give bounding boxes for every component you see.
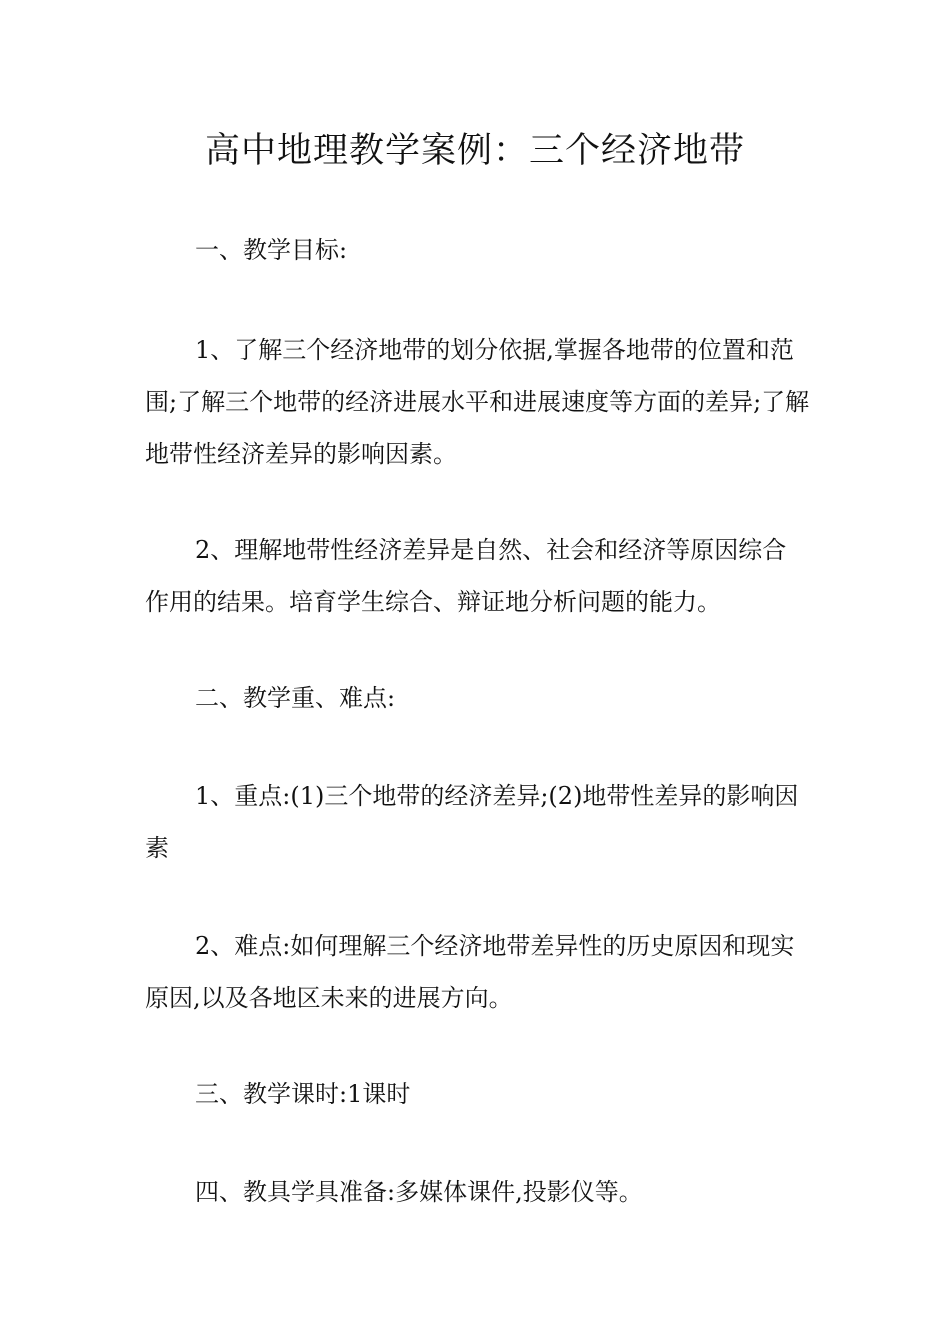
document-title: 高中地理教学案例：三个经济地带: [204, 131, 745, 171]
section-heading-objectives: 一、教学目标:: [195, 236, 348, 264]
objective-paragraph-2: 2、理解地带性经济差异是自然、社会和经济等原因综合作用的结果。培育学生综合、辩证地分析问题的能力。: [145, 536, 787, 616]
section-heading-class-hours: 三、教学课时:1课时: [195, 1080, 411, 1108]
key-point-paragraph: 1、重点:(1)三个地带的经济差异;(2)地带性差异的影响因素: [145, 782, 799, 862]
section-heading-key-points: 二、教学重、难点:: [195, 684, 396, 712]
section-heading-materials: 四、教具学具准备:多媒体课件,投影仪等。: [195, 1178, 643, 1206]
objective-paragraph-1: 1、了解三个经济地带的划分依据,掌握各地带的位置和范围;了解三个地带的经济进展水平和进展速度等方面的差异;了解地带性经济差异的影响因素。: [145, 336, 810, 468]
difficulty-paragraph: 2、难点:如何理解三个经济地带差异性的历史原因和现实原因,以及各地区未来的进展方向。: [145, 932, 795, 1012]
